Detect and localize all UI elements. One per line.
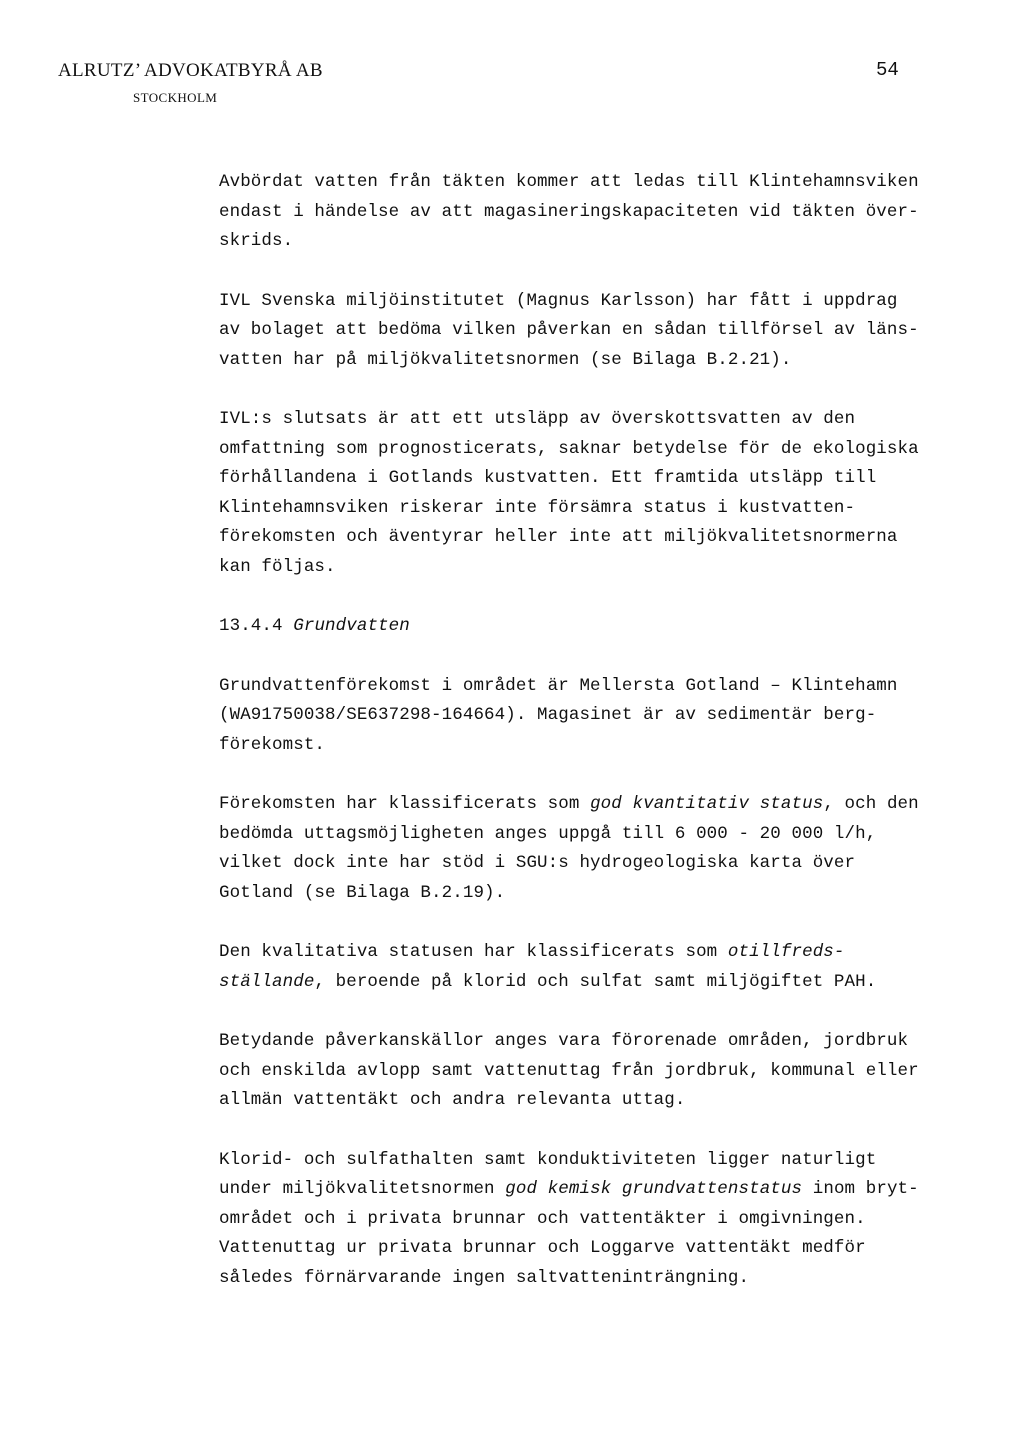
text-line: Klintehamnsviken riskerar inte försämra status i kustvatten- <box>219 497 856 518</box>
text-line: således förnärvarande ingen saltvatteninträngning. <box>219 1267 750 1288</box>
text-fragment: inom bryt- <box>812 1179 919 1199</box>
emphasis-text: god kvantitativ status <box>590 794 824 814</box>
letterhead-firm-name: ALRUTZ’ ADVOKATBYRÅ AB <box>58 60 323 81</box>
paragraph-ivl-assignment <box>219 287 919 376</box>
letterhead-city: STOCKHOLM <box>133 90 218 105</box>
text-line: förekomst. <box>219 734 326 755</box>
paragraph-quantitative-status <box>219 790 919 908</box>
text-line: kan följas. <box>219 556 336 577</box>
text-fragment: , beroende på klorid och sulfat samt miljögiftet PAH. <box>314 971 877 992</box>
text-line: IVL Svenska miljöinstitutet (Magnus Karlsson) har fått i uppdrag <box>219 290 898 311</box>
page-number: 54 <box>876 59 899 81</box>
text-line: Betydande påverkanskällor anges vara förorenade områden, jordbruk <box>219 1031 909 1051</box>
text-line: av bolaget att bedöma vilken påverkan en sådan tillförsel av läns- <box>219 320 919 340</box>
emphasis-text: otillfreds- <box>727 942 845 962</box>
text-line: området och i privata brunnar och vattentäkter i omgivningen. <box>219 1208 866 1229</box>
text-line: vatten har på miljökvalitetsnormen (se Bilaga B.2.21). <box>219 349 792 370</box>
text-line: (WA91750038/SE637298-164664). Magasinet är av sedimentär berg- <box>219 705 877 725</box>
text-fragment: Den kvalitativa statusen har klassificerats som <box>219 942 718 962</box>
section-number: 13.4.4 <box>219 616 283 636</box>
text-line: vilket dock inte har stöd i SGU:s hydrogeologiska karta över <box>219 853 856 873</box>
text-line: Avbördat vatten från täkten kommer att ledas till Klintehamnsviken <box>219 172 919 192</box>
text-line: Vattenuttag ur privata brunnar och Loggarve vattentäkt medför <box>219 1238 866 1258</box>
text-line: allmän vattentäkt och andra relevanta uttag. <box>219 1090 686 1110</box>
section-title: Grundvatten <box>293 616 410 636</box>
text-fragment: Förekomsten har klassificerats som <box>219 794 580 814</box>
document-body <box>219 168 919 1323</box>
text-fragment: under miljökvalitetsnormen <box>219 1179 495 1199</box>
text-line: Gotland (se Bilaga B.2.19). <box>219 882 506 903</box>
text-line: skrids. <box>219 231 294 251</box>
text-line: endast i händelse av att magasineringskapaciteten vid täkten över- <box>219 201 919 222</box>
text-line <box>219 968 901 998</box>
text-line: bedömda uttagsmöjligheten anges uppgå till 6 000 - 20 000 l/h, <box>219 823 877 844</box>
paragraph-pressure-sources <box>219 1027 919 1116</box>
text-line: omfattning som prognosticerats, saknar betydelse för de ekologiska <box>219 438 919 459</box>
text-line: förekomsten och äventyrar heller inte att miljökvalitetsnormerna <box>219 527 898 547</box>
text-line: förhållandena i Gotlands kustvatten. Ett framtida utsläpp till <box>219 468 877 488</box>
paragraph-chloride-sulfate <box>219 1146 919 1294</box>
paragraph-ivl-conclusion <box>219 405 919 582</box>
text-line <box>219 790 919 820</box>
text-line: Klorid- och sulfathalten samt konduktiviteten ligger naturligt <box>219 1149 877 1170</box>
text-line: IVL:s slutsats är att ett utsläpp av överskottsvatten av den <box>219 409 856 429</box>
text-line <box>219 938 901 968</box>
text-line: och enskilda avlopp samt vattenuttag från jordbruk, kommunal eller <box>219 1060 919 1081</box>
emphasis-text: god kemisk grundvattenstatus <box>505 1179 803 1199</box>
text-line <box>219 1175 919 1205</box>
text-fragment: , och den <box>823 794 919 814</box>
paragraph-groundwater-body <box>219 672 901 761</box>
section-heading-groundwater <box>219 612 901 642</box>
paragraph-discharge-water <box>219 168 919 257</box>
paragraph-qualitative-status <box>219 938 901 997</box>
emphasis-text: ställande <box>219 971 315 992</box>
text-line: Grundvattenförekomst i området är Mellersta Gotland – Klintehamn <box>219 675 898 696</box>
